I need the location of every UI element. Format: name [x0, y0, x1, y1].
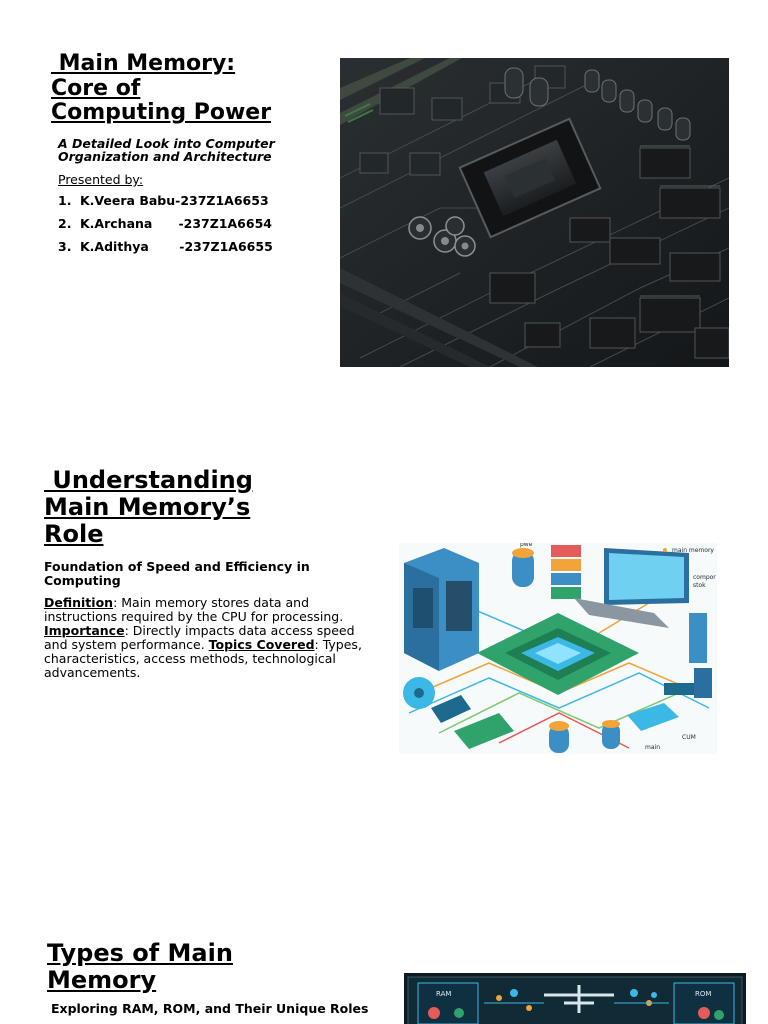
slide-2-body	[44, 596, 370, 680]
presented-by-label: Presented by:	[58, 172, 144, 187]
presenter-list	[58, 193, 273, 262]
slide-3	[0, 820, 768, 1024]
slide-2-title: Understanding Main Memory’s Role	[44, 466, 253, 549]
illus-label-cum: CUM	[682, 734, 696, 741]
list-item: 3. K.Adithya -237Z1A6655	[58, 239, 273, 254]
definition-text: : Main memory stores data and instructions required by the CPU for processing.	[44, 595, 344, 624]
illus-label-stok: stok	[693, 582, 706, 589]
ram-label: RAM	[436, 990, 452, 998]
ram-rom-illustration	[404, 973, 746, 1024]
ram-rom-graphic	[404, 973, 746, 1024]
slide-1-subtitle: A Detailed Look into Computer Organization and Architecture	[58, 136, 275, 164]
illus-label-main: main	[645, 744, 660, 751]
slide-3-subtitle: Exploring RAM, ROM, and Their Unique Roles	[51, 1001, 369, 1016]
topics-text: : Types, characteristics, access methods, technological advancements.	[44, 637, 362, 680]
slide-1-title: Main Memory: Core of Computing Power	[51, 51, 272, 126]
illus-label-main-memory: main memory	[672, 547, 714, 554]
circuit-board-graphic	[340, 58, 729, 367]
illus-label-pwe: pwe	[520, 543, 533, 548]
topics-label: Topics Covered	[208, 637, 315, 652]
slide-3-title: Types of Main Memory	[47, 939, 233, 995]
memory-illustration-graphic	[399, 543, 717, 754]
illus-label-compor: compor	[693, 574, 716, 581]
list-item: 2. K.Archana -237Z1A6654	[58, 216, 272, 231]
slide-1	[0, 0, 768, 400]
importance-label: Importance	[44, 623, 125, 638]
definition-label: Definition	[44, 595, 114, 610]
importance-text: : Directly impacts data access speed and system performance.	[44, 623, 355, 652]
circuit-board-image	[340, 58, 729, 367]
slide-2	[0, 400, 768, 820]
memory-illustration	[399, 543, 717, 754]
slide-2-subtitle: Foundation of Speed and Efficiency in Computing	[44, 559, 310, 588]
list-item: 1. K.Veera Babu-237Z1A6653	[58, 193, 269, 208]
rom-label: ROM	[695, 990, 712, 998]
